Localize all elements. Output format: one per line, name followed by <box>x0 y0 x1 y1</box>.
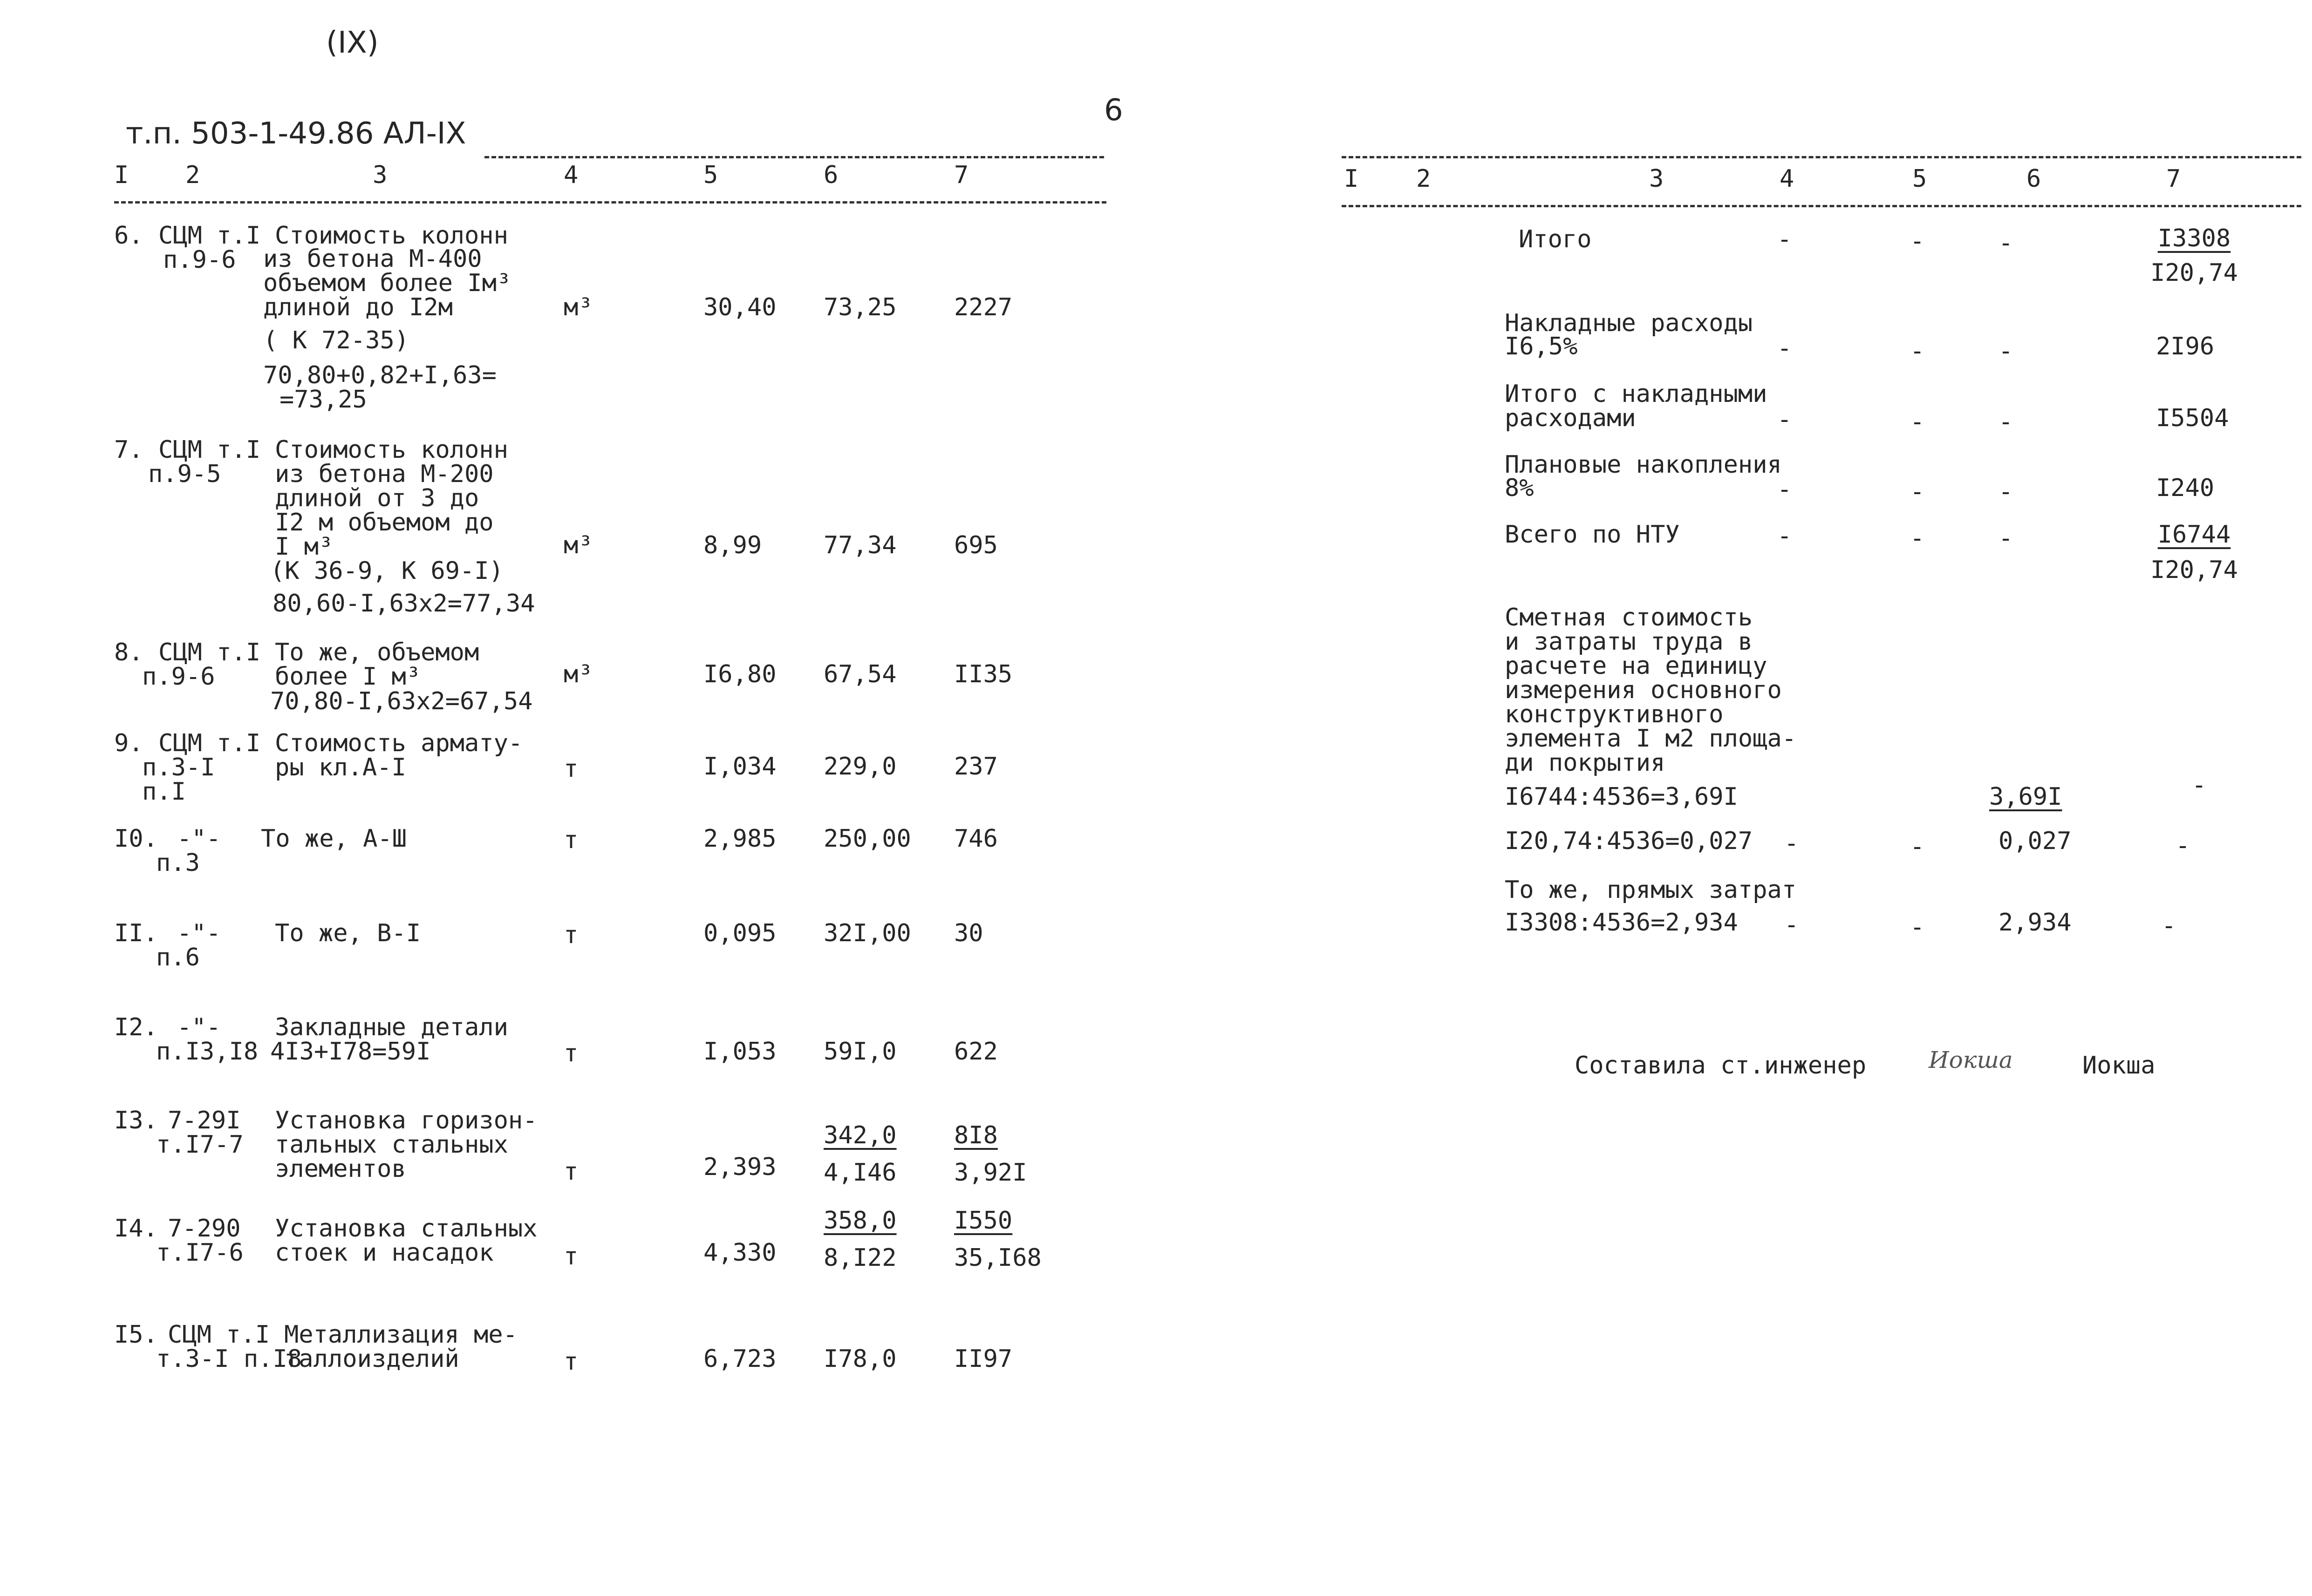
row-desc-line: 80,60-I,63x2=77,34 <box>273 590 535 618</box>
page-number: 6 <box>1104 93 1123 128</box>
row-unit: м³ <box>564 531 593 559</box>
row-unit: т <box>564 1158 579 1186</box>
col-header-4: 4 <box>1780 165 1794 193</box>
compiler-name: Иокша <box>2082 1052 2155 1080</box>
row-total-labor: 35,I68 <box>954 1244 1042 1272</box>
col-header-3: 3 <box>1649 165 1664 193</box>
row-code-line: СЦМ т.I <box>158 638 261 666</box>
row-quantity: I,034 <box>703 753 777 781</box>
row-number: I0. <box>114 825 158 853</box>
row-desc-line: объемом более Iм³ <box>263 269 512 297</box>
row-code-line: 7-29I <box>168 1107 241 1134</box>
row-unit: м³ <box>564 660 593 688</box>
dash-cell: - <box>2176 832 2190 860</box>
summary-value-labor: I20,74 <box>2150 556 2238 584</box>
row-desc-line: из бетона М-400 <box>263 245 482 273</box>
row-code-line: СЦМ т.I <box>158 729 261 757</box>
dash-cell: - <box>1777 225 1792 253</box>
row-unit: т <box>564 755 579 783</box>
row-code-line: п.6 <box>156 944 200 971</box>
summary-value: 2I96 <box>2156 333 2215 360</box>
summary-label: Итого <box>1519 225 1592 253</box>
row-number: 9. <box>114 729 143 757</box>
row-unit: т <box>564 921 579 949</box>
row-code-line: СЦМ т.I <box>168 1321 270 1349</box>
col-header-5: 5 <box>703 161 718 189</box>
row-quantity: 8,99 <box>703 531 762 559</box>
dash-cell: - <box>1910 227 1925 255</box>
col-header-4: 4 <box>564 161 579 189</box>
row-unit: т <box>564 1039 579 1067</box>
row-unit-price: 342,0 <box>824 1121 897 1149</box>
dash-cell: - <box>1777 522 1792 550</box>
row-code-line: СЦМ т.I <box>158 436 261 464</box>
row-number: I5. <box>114 1321 158 1349</box>
row-total: II35 <box>954 660 1013 688</box>
dash-cell: - <box>1910 478 1925 506</box>
row-total: 622 <box>954 1038 998 1066</box>
row-code-line: п.3-I <box>142 754 215 781</box>
row-code-line: 7-290 <box>168 1215 241 1243</box>
row-desc-line: То же, А-Ш <box>261 825 407 853</box>
unit-cost-label: измерения основного <box>1505 676 1782 704</box>
dash-cell: - <box>1910 337 1925 365</box>
dash-cell: - <box>1910 524 1925 552</box>
row-desc-line: I м³ <box>275 533 334 561</box>
row-unit-price: 358,0 <box>824 1207 897 1235</box>
row-desc-line: 70,80-I,63x2=67,54 <box>270 687 533 715</box>
row-unit-price: I78,0 <box>824 1345 897 1373</box>
row-desc-line: стоек и насадок <box>275 1239 494 1267</box>
dash-cell: - <box>1910 913 1925 941</box>
col-header-1: I <box>1344 165 1359 193</box>
col-header-7: 7 <box>954 161 969 189</box>
row-desc-line: элементов <box>275 1155 406 1183</box>
row-quantity: I6,80 <box>703 660 777 688</box>
summary-value: I6744 <box>2157 521 2231 549</box>
col-header-5: 5 <box>1912 165 1927 193</box>
col-header-7: 7 <box>2166 165 2181 193</box>
row-code-line: СЦМ т.I <box>158 222 261 250</box>
row-total: 746 <box>954 825 998 853</box>
row-code-line: п.9-5 <box>148 460 221 488</box>
row-unit-price: 67,54 <box>824 660 897 688</box>
row-number: I4. <box>114 1215 158 1243</box>
row-total: II97 <box>954 1345 1013 1373</box>
row-desc-line: Закладные детали <box>275 1013 508 1041</box>
row-total: 8I8 <box>954 1121 998 1149</box>
row-code-line: п.9-6 <box>142 663 215 691</box>
row-number: 7. <box>114 436 143 464</box>
unit-cost-label: ди покрытия <box>1505 749 1665 777</box>
row-total: 30 <box>954 919 983 947</box>
unit-cost-calc: I6744:4536=3,69I <box>1505 783 1738 811</box>
unit-cost-label: элемента I м2 площа- <box>1505 725 1797 753</box>
row-desc-line: 70,80+0,82+I,63= <box>263 361 497 389</box>
header-top-rule <box>484 156 1104 158</box>
row-desc-line: ры кл.А-I <box>275 754 406 781</box>
row-code-line: п.I <box>142 778 186 806</box>
row-total: 2227 <box>954 293 1013 321</box>
row-desc-line: 4I3+I78=59I <box>270 1038 431 1066</box>
row-number: II. <box>114 919 158 947</box>
row-number: I3. <box>114 1107 158 1134</box>
row-quantity: 2,393 <box>703 1153 777 1181</box>
dash-cell: - <box>1910 833 1925 861</box>
summary-label: I6,5% <box>1505 333 1578 360</box>
unit-cost-result: 3,69I <box>1989 783 2062 811</box>
summary-value: I5504 <box>2156 404 2229 432</box>
direct-cost-label: То же, прямых затрат <box>1505 876 1797 904</box>
row-quantity: 6,723 <box>703 1345 777 1373</box>
row-code-line: -"- <box>177 825 221 853</box>
row-quantity: 4,330 <box>703 1239 777 1267</box>
summary-value: I240 <box>2156 474 2215 502</box>
dash-cell: - <box>2162 912 2176 940</box>
summary-label: Всего по НТУ <box>1505 521 1680 549</box>
row-unit-price: 229,0 <box>824 753 897 781</box>
dash-cell: - <box>1910 408 1925 436</box>
unit-cost-result: 0,027 <box>1998 827 2072 855</box>
handwritten-signature: Иокша <box>1929 1046 2013 1073</box>
row-total: 695 <box>954 531 998 559</box>
unit-cost-label: и затраты труда в <box>1505 628 1753 656</box>
row-number: 6. <box>114 222 143 250</box>
row-total-labor: 3,92I <box>954 1159 1027 1187</box>
dash-cell: - <box>1998 408 2013 436</box>
row-code-line: -"- <box>177 1013 221 1041</box>
col-header-6: 6 <box>2026 165 2041 193</box>
right-header-bottom-rule <box>1342 205 2301 207</box>
col-header-2: 2 <box>1416 165 1431 193</box>
row-desc-line: тальных стальных <box>275 1131 508 1159</box>
row-desc-line: Установка стальных <box>275 1215 538 1243</box>
summary-value-labor: I20,74 <box>2150 259 2238 287</box>
unit-cost-label: Сметная стоимость <box>1505 604 1753 632</box>
row-desc-line: таллоизделий <box>284 1345 459 1373</box>
row-unit: т <box>564 1348 579 1376</box>
row-desc-line: из бетона М-200 <box>275 460 494 488</box>
row-desc-line: Стоимость армату- <box>275 729 523 757</box>
unit-cost-label: конструктивного <box>1505 700 1724 728</box>
summary-value: I3308 <box>2157 224 2231 252</box>
dash-cell: - <box>1998 229 2013 257</box>
row-unit-price: 32I,00 <box>824 919 911 947</box>
row-desc-line: длиной до I2м <box>263 293 453 321</box>
summary-label: Плановые накопления <box>1505 451 1782 479</box>
row-total: 237 <box>954 753 998 781</box>
row-code-line: п.9-6 <box>163 246 236 274</box>
col-header-2: 2 <box>185 161 200 189</box>
row-code-line: т.I7-6 <box>156 1239 244 1267</box>
row-desc-line: Установка горизон- <box>275 1107 538 1134</box>
row-quantity: 30,40 <box>703 293 777 321</box>
row-unit-price: 77,34 <box>824 531 897 559</box>
dash-cell: - <box>1998 478 2013 506</box>
header-bottom-rule <box>114 201 1106 204</box>
row-desc-line: более I м³ <box>275 663 421 691</box>
unit-cost-calc: I20,74:4536=0,027 <box>1505 827 1753 855</box>
dash-cell: - <box>1777 406 1792 434</box>
row-unit-price: 59I,0 <box>824 1038 897 1066</box>
row-unit-price-labor: 4,I46 <box>824 1159 897 1187</box>
summary-label: 8% <box>1505 474 1534 502</box>
document-code: т.п. 503-1-49.86 АЛ-IX <box>126 116 466 151</box>
compiled-by-label: Составила ст.инженер <box>1575 1052 1867 1080</box>
col-header-1: I <box>114 161 129 189</box>
row-number: 8. <box>114 638 143 666</box>
unit-cost-calc: I3308:4536=2,934 <box>1505 909 1738 937</box>
row-desc-line: I2 м объемом до <box>275 509 494 537</box>
row-quantity: 2,985 <box>703 825 777 853</box>
row-unit: т <box>564 1243 579 1270</box>
dash-cell: - <box>1777 475 1792 503</box>
row-unit-price: 250,00 <box>824 825 911 853</box>
dash-cell: - <box>1784 911 1799 939</box>
row-desc-line: То же, объемом <box>275 638 479 666</box>
row-desc-line: Металлизация ме- <box>284 1321 518 1349</box>
summary-label: Итого с накладными <box>1505 380 1767 408</box>
dash-cell: - <box>2192 771 2207 799</box>
row-desc-line: (К 36-9, К 69-I) <box>270 557 504 585</box>
col-header-6: 6 <box>824 161 839 189</box>
col-header-3: 3 <box>373 161 388 189</box>
row-desc-line: ( К 72-35) <box>263 326 409 354</box>
row-desc-line: Стоимость колонн <box>275 436 508 464</box>
row-desc-line: длиной от 3 до <box>275 484 479 512</box>
row-code-line: т.I7-7 <box>156 1131 244 1159</box>
unit-cost-label: расчете на единицу <box>1505 652 1767 680</box>
right-header-top-rule <box>1342 156 2301 158</box>
row-code-line: п.I3,I8 <box>156 1038 259 1066</box>
row-unit-price: 73,25 <box>824 293 897 321</box>
row-desc-line: Стоимость колонн <box>275 222 508 250</box>
row-code-line: -"- <box>177 919 221 947</box>
row-unit: м³ <box>564 293 593 321</box>
dash-cell: - <box>1777 334 1792 362</box>
row-desc-line: =73,25 <box>280 386 367 414</box>
row-unit: т <box>564 826 579 854</box>
unit-cost-result: 2,934 <box>1998 909 2072 937</box>
row-desc-line: То же, В-I <box>275 919 421 947</box>
page-annotation: (IX) <box>326 26 379 60</box>
dash-cell: - <box>1998 337 2013 365</box>
summary-label: расходами <box>1505 404 1636 432</box>
row-quantity: I,053 <box>703 1038 777 1066</box>
row-unit-price-labor: 8,I22 <box>824 1244 897 1272</box>
row-quantity: 0,095 <box>703 919 777 947</box>
row-code-line: т.3-I п.I8 <box>156 1345 302 1373</box>
summary-label: Накладные расходы <box>1505 309 1753 337</box>
dash-cell: - <box>1998 524 2013 552</box>
dash-cell: - <box>1784 829 1799 857</box>
row-total: I550 <box>954 1207 1013 1235</box>
row-number: I2. <box>114 1013 158 1041</box>
row-code-line: п.3 <box>156 849 200 877</box>
